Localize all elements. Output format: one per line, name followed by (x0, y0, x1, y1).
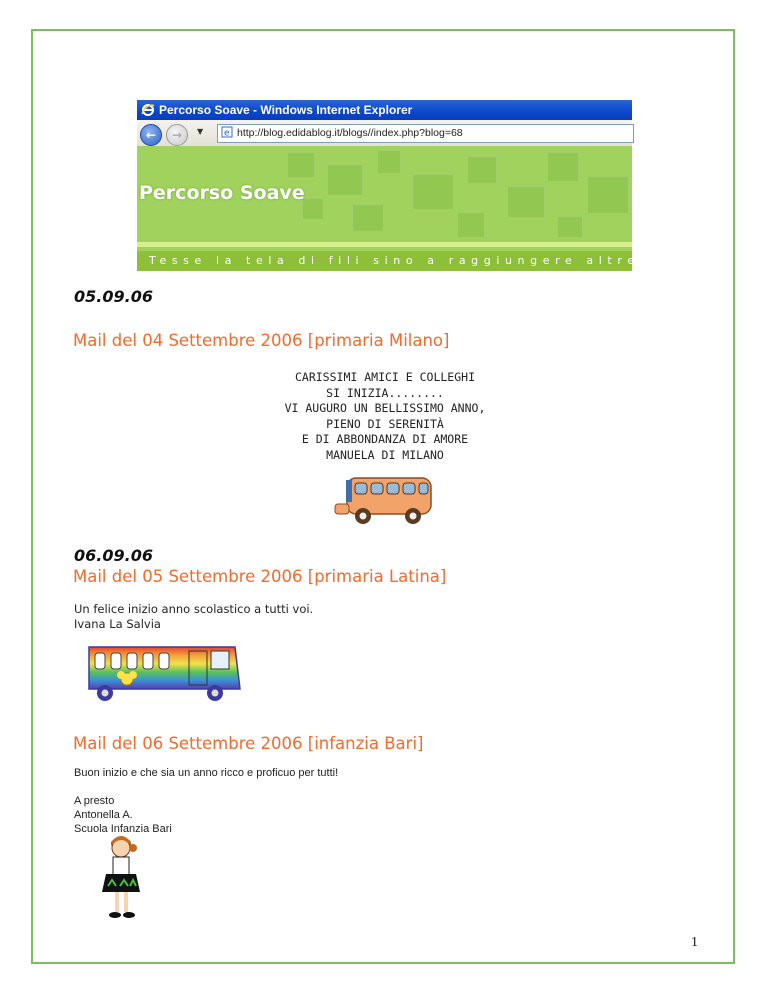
mail-message (74, 602, 313, 632)
back-button[interactable] (140, 124, 162, 146)
message-line: Antonella A. (74, 809, 133, 821)
message-line: A presto (74, 795, 115, 807)
page-icon (221, 126, 233, 138)
message-line: VI AUGURO UN BELLISSIMO ANNO, (284, 401, 486, 415)
mail-heading: Mail del 04 Settembre 2006 [primaria Milano] (73, 331, 450, 350)
address-url: http://blog.edidablog.it/blogs//index.php?blog=68 (237, 127, 463, 139)
svg-text:e: e (224, 128, 230, 139)
browser-screenshot (137, 100, 718, 271)
window-titlebar (137, 100, 632, 120)
message-line: Scuola Infanzia Bari (74, 823, 172, 835)
banner-stripe (137, 242, 632, 247)
entry-date: 06.09.06 (74, 546, 153, 565)
rainbow-bus-icon (85, 641, 243, 705)
entry-date: 05.09.06 (74, 287, 153, 306)
blog-banner (137, 146, 632, 251)
dancing-girl-icon (100, 836, 142, 922)
forward-arrow-icon: → (171, 128, 183, 142)
back-arrow-icon: ← (145, 128, 157, 142)
message-line: E DI ABBONDANZA DI AMORE (301, 432, 469, 446)
ie-logo-icon (141, 103, 155, 117)
blog-tagline: Tesse la tela di fili sino a raggiungere altre scuole (149, 254, 718, 267)
page-number: 1 (691, 935, 698, 950)
message-line: MANUELA DI MILANO (326, 447, 444, 462)
mail-message (74, 794, 172, 836)
mail-heading: Mail del 06 Settembre 2006 [infanzia Bari] (73, 734, 424, 753)
message-line: PIENO DI SERENITÀ (326, 416, 444, 431)
message-line: CARISSIMI AMICI E COLLEGHI (294, 370, 475, 384)
orange-school-bus-icon (333, 474, 435, 528)
message-line: Un felice inizio anno scolastico a tutti voi. (74, 602, 314, 616)
dropdown-arrow-icon[interactable]: ▼ (197, 127, 204, 136)
tagline-bar (137, 251, 718, 271)
forward-button[interactable] (166, 124, 188, 146)
mail-message (230, 370, 540, 463)
blog-title: Percorso Soave (139, 182, 305, 204)
message-line: Ivana La Salvia (74, 617, 161, 631)
message-line: SI INIZIA........ (326, 385, 444, 400)
message-line: Buon inizio e che sia un anno ricco e proficuo per tutti! (74, 767, 339, 779)
address-toolbar (137, 120, 632, 147)
mail-heading: Mail del 05 Settembre 2006 [primaria Latina] (73, 567, 447, 586)
window-title: Percorso Soave - Windows Internet Explorer (159, 103, 413, 117)
address-input[interactable] (217, 124, 634, 143)
